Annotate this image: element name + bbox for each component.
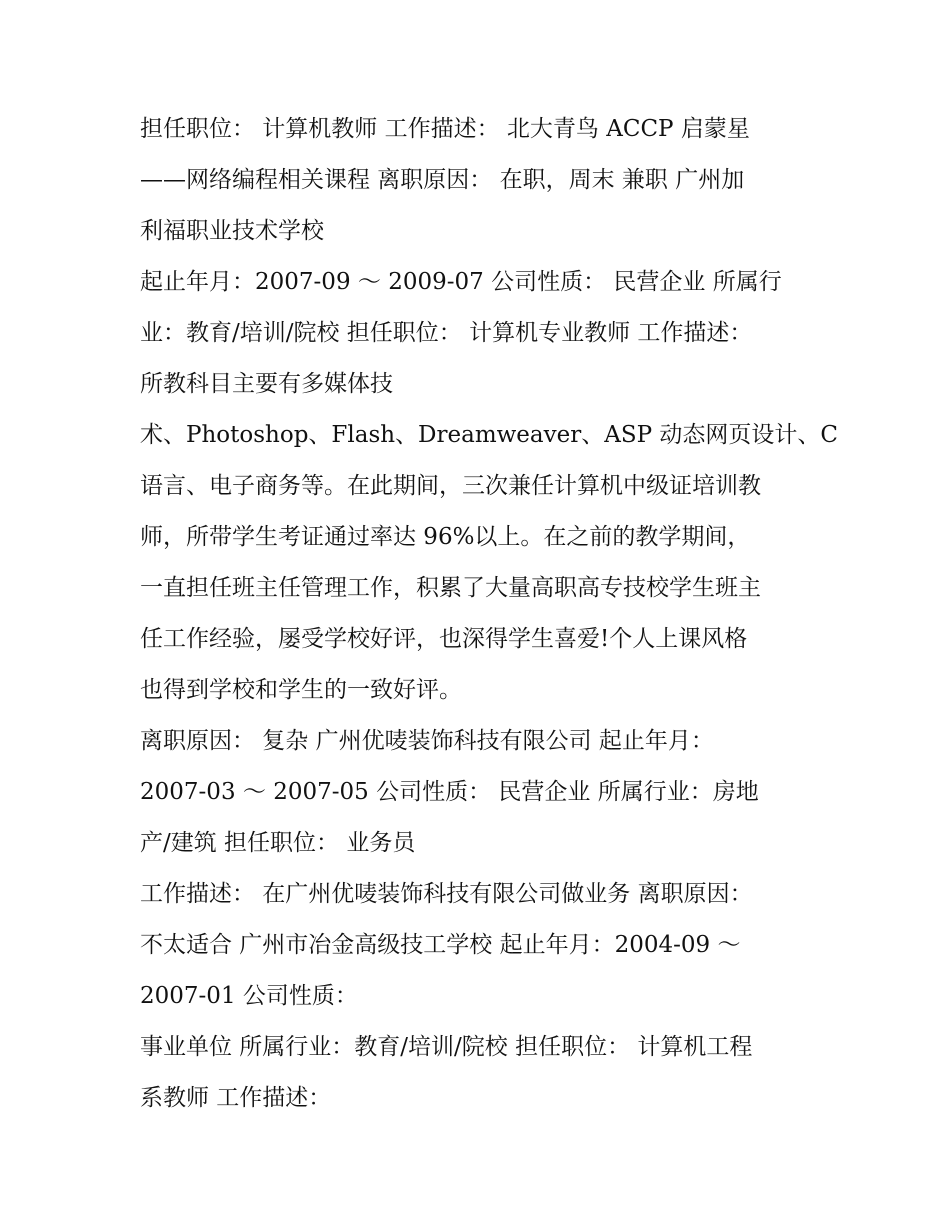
text-line: 离职原因： 复杂 广州优唛装饰科技有限公司 起止年月： bbox=[140, 728, 714, 754]
text-line: 事业单位 所属行业：教育/培训/院校 担任职位： 计算机工程 bbox=[140, 1034, 753, 1060]
text-line: 一直担任班主任管理工作，积累了大量高职高专技校学生班主 bbox=[140, 575, 761, 601]
text-line: 术、Photoshop、Flash、Dreamweaver、ASP 动态网页设计、C bbox=[140, 422, 838, 448]
text-line: 产/建筑 担任职位： 业务员 bbox=[140, 830, 416, 856]
text-line: ——网络编程相关课程 离职原因： 在职，周末 兼职 广州加 bbox=[140, 167, 745, 193]
text-line: 工作描述： 在广州优唛装饰科技有限公司做业务 离职原因： bbox=[140, 881, 753, 907]
text-line: 起止年月：2007-09 ～ 2009-07 公司性质： 民营企业 所属行 bbox=[140, 269, 782, 295]
text-line: 业：教育/培训/院校 担任职位： 计算机专业教师 工作描述： bbox=[140, 320, 753, 346]
text-line: 担任职位： 计算机教师 工作描述： 北大青鸟 ACCP 启蒙星 bbox=[140, 116, 750, 142]
text-line: 系教师 工作描述： bbox=[140, 1085, 332, 1111]
text-line: 不太适合 广州市冶金高级技工学校 起止年月：2004-09 ～ bbox=[140, 932, 741, 958]
text-line: 任工作经验，屡受学校好评，也深得学生喜爱!个人上课风格 bbox=[140, 626, 748, 652]
text-line: 师，所带学生考证通过率达 96%以上。在之前的教学期间， bbox=[140, 524, 751, 550]
text-line: 2007-01 公司性质： bbox=[140, 983, 358, 1009]
text-line: 利福职业技术学校 bbox=[140, 218, 324, 244]
text-line: 所教科目主要有多媒体技 bbox=[140, 371, 393, 397]
text-line: 2007-03 ～ 2007-05 公司性质： 民营企业 所属行业：房地 bbox=[140, 779, 759, 805]
text-line: 也得到学校和学生的一致好评。 bbox=[140, 677, 462, 703]
text-line: 语言、电子商务等。在此期间，三次兼任计算机中级证培训教 bbox=[140, 473, 761, 499]
